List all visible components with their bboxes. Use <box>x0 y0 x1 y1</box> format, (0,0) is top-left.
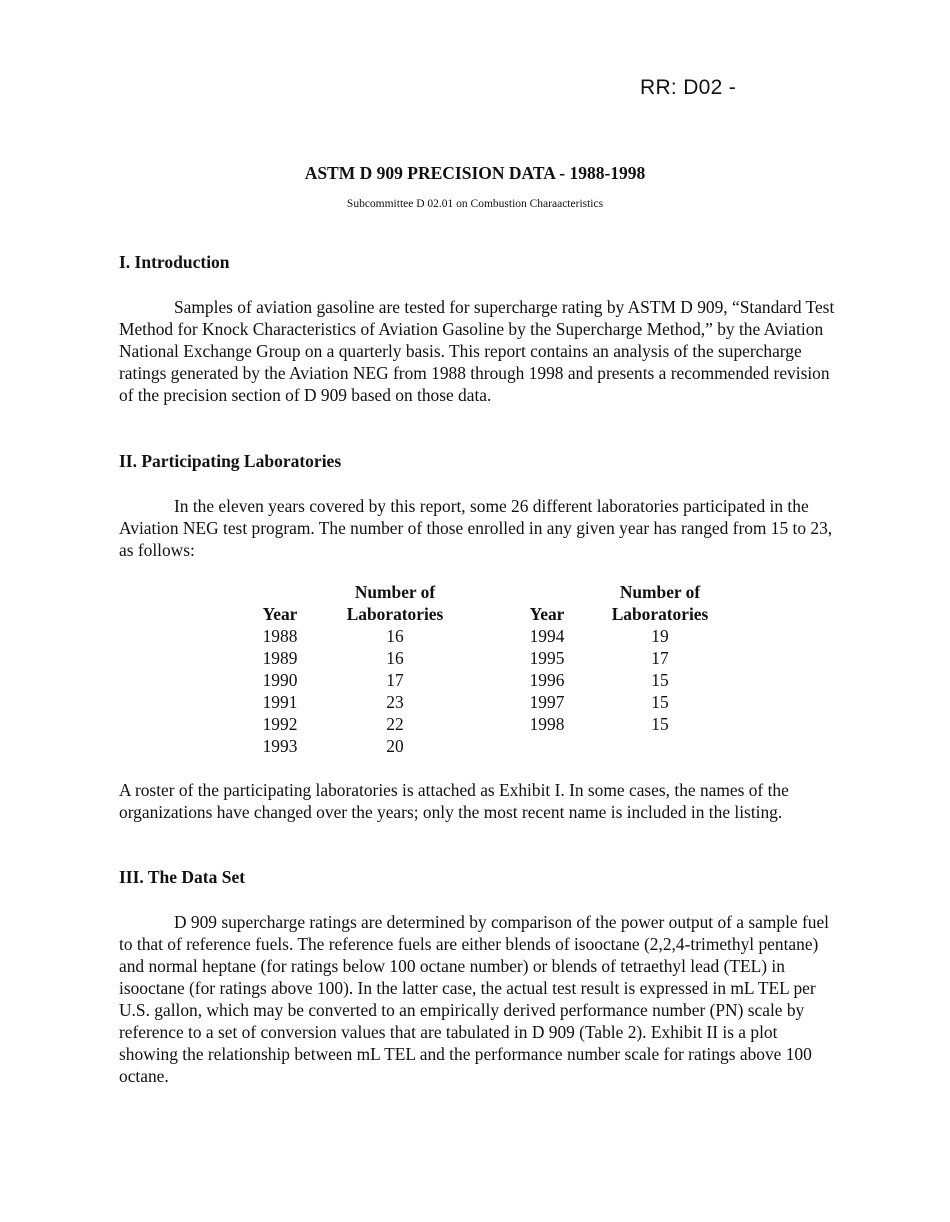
section-heading-introduction: I. Introduction <box>119 252 230 272</box>
table-row-labs: 15 <box>651 692 669 712</box>
table-row-labs: 16 <box>386 648 404 668</box>
roster-paragraph: A roster of the participating laboratories is attached as Exhibit I. In some cases, the names of the organizations have changed over the years; only the most recent name is included in the listing. <box>119 780 789 822</box>
section-heading-data-set: III. The Data Set <box>119 867 246 887</box>
table-row-year: 1997 <box>529 692 565 712</box>
table-row-labs: 17 <box>386 670 404 690</box>
labs-header-right-line1: Number of <box>619 582 701 602</box>
table-row-year: 1996 <box>529 670 565 690</box>
document-title: ASTM D 909 PRECISION DATA - 1988-1998 <box>304 163 646 183</box>
document-subtitle: Subcommittee D 02.01 on Combustion Charaacteristics <box>346 198 604 210</box>
table-row-year: 1998 <box>529 714 565 734</box>
table-row-labs: 15 <box>651 714 669 734</box>
year-header-right: Year <box>529 604 565 624</box>
table-row-labs: 22 <box>386 714 404 734</box>
section-heading-participating-laboratories: II. Participating Laboratories <box>119 451 342 471</box>
table-row-year: 1989 <box>262 648 298 668</box>
table-row-year: 1991 <box>262 692 298 712</box>
table-row-year: 1995 <box>529 648 565 668</box>
table-row-year: 1993 <box>262 736 298 756</box>
report-reference: RR: D02 - <box>640 76 737 99</box>
table-row-year: 1994 <box>529 626 565 646</box>
table-row-labs: 15 <box>651 670 669 690</box>
table-row-year: 1988 <box>262 626 298 646</box>
laboratories-paragraph: In the eleven years covered by this report, some 26 different laboratories participated in the Aviation NEG test program. The number of those enrolled in any given year has ranged from 15 to 23, as follows: <box>119 496 833 560</box>
table-row-year: 1992 <box>262 714 298 734</box>
table-row-labs: 20 <box>386 736 404 756</box>
introduction-paragraph: Samples of aviation gasoline are tested for supercharge rating by ASTM D 909, “Standard Test Method for Knock Characteristics of Aviation Gasoline by the Supercharge Method,” by the Aviation National Exchange Group on a quarterly basis. This report contains an analysis of the supercharge ratings generated by the Aviation NEG from 1988 through 1998 and presents a recommended revision of the precision section of D 909 based on those data. <box>119 297 835 405</box>
table-row-labs: 16 <box>386 626 404 646</box>
labs-header-right-line2: Laboratories <box>611 604 709 624</box>
laboratory-count-table <box>250 582 740 762</box>
year-header-left: Year <box>262 604 298 624</box>
labs-header-left-line1: Number of <box>354 582 436 602</box>
data-set-paragraph: D 909 supercharge ratings are determined by comparison of the power output of a sample fuel to that of reference fuels. The reference fuels are either blends of isooctane (2,2,4-trimethyl pentane) and normal heptane (for ratings below 100 octane number) or blends of tetraethyl lead (TEL) in isooctane (for ratings above 100). In the latter case, the actual test result is expressed in mL TEL per U.S. gallon, which may be converted to an empirically derived performance number (PN) scale by reference to a set of conversion values that are tabulated in D 909 (Table 2). Exhibit II is a plot showing the relationship between mL TEL and the performance number scale for ratings above 100 octane. <box>119 912 830 1086</box>
table-row-year: 1990 <box>262 670 298 690</box>
table-row-labs: 19 <box>651 626 669 646</box>
table-row-labs: 23 <box>386 692 404 712</box>
labs-header-left-line2: Laboratories <box>346 604 444 624</box>
table-row-labs: 17 <box>651 648 669 668</box>
